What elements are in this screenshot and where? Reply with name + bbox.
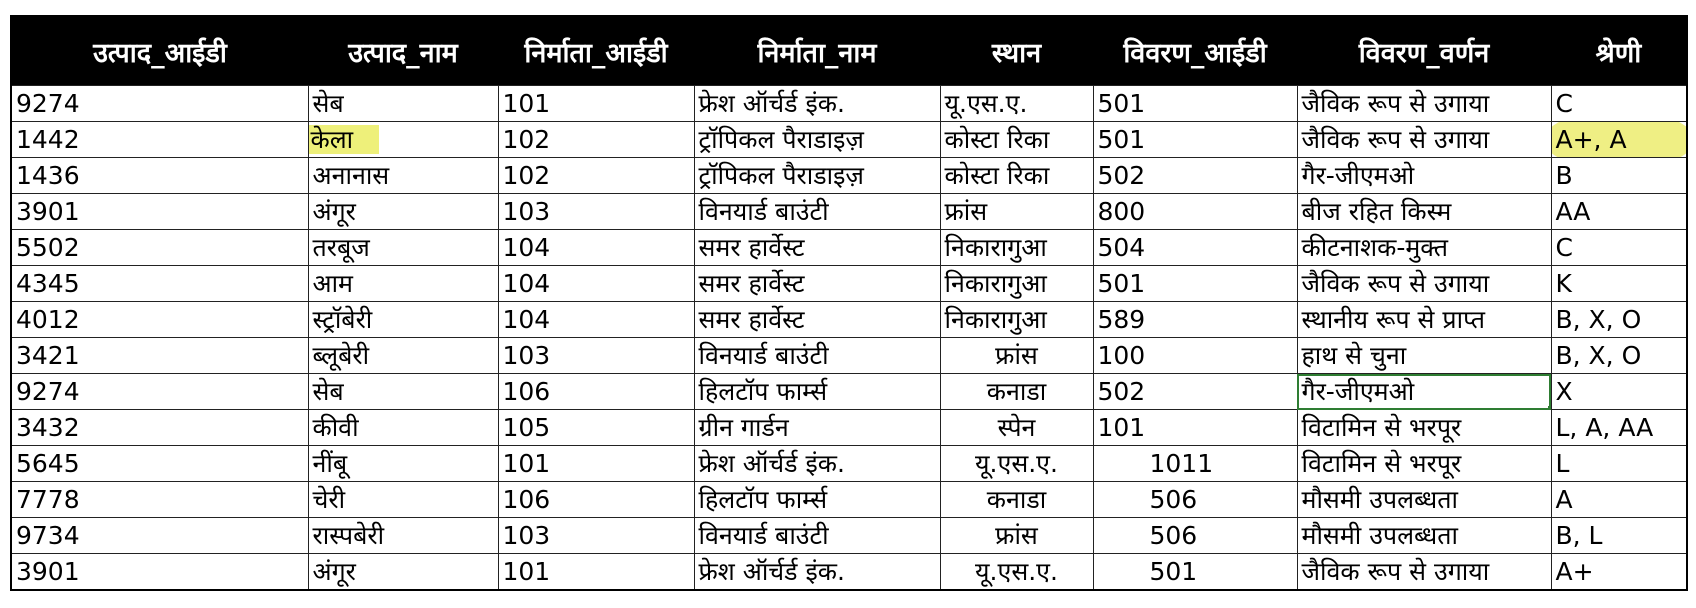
cell-manufacturer-id[interactable]: 102 [498, 122, 694, 158]
cell-description-id[interactable]: 100 [1093, 338, 1297, 374]
cell-category[interactable]: B [1551, 158, 1687, 194]
cell-product-id[interactable]: 3421 [11, 338, 308, 374]
cell-manufacturer-id[interactable]: 103 [498, 518, 694, 554]
cell-location[interactable]: निकारागुआ [940, 266, 1093, 302]
cell-description-text[interactable]: मौसमी उपलब्धता [1297, 482, 1551, 518]
cell-description-id[interactable]: 589 [1093, 302, 1297, 338]
table-row [11, 482, 1687, 518]
cell-description-id[interactable]: 501 [1093, 86, 1297, 122]
cell-description-text[interactable]: जैविक रूप से उगाया [1297, 266, 1551, 302]
cell-description-text[interactable]: जैविक रूप से उगाया [1297, 554, 1551, 591]
cell-product-id[interactable]: 3432 [11, 410, 308, 446]
cell-location[interactable]: कनाडा [940, 374, 1093, 410]
cell-category[interactable]: X [1551, 374, 1687, 410]
header-manufacturer-name[interactable]: निर्माता_नाम [694, 16, 940, 86]
cell-product-id[interactable]: 5502 [11, 230, 308, 266]
cell-location[interactable]: यू.एस.ए. [940, 86, 1093, 122]
cell-manufacturer-name[interactable]: हिलटॉप फार्म्स [694, 374, 940, 410]
cell-product-name[interactable]: कीवी [308, 410, 498, 446]
cell-product-name[interactable]: नींबू [308, 446, 498, 482]
cell-product-name[interactable]: अंगूर [308, 554, 498, 591]
cell-location[interactable]: निकारागुआ [940, 230, 1093, 266]
cell-category[interactable]: C [1551, 86, 1687, 122]
cell-description-id[interactable]: 1011 [1093, 446, 1297, 482]
cell-product-id[interactable]: 1436 [11, 158, 308, 194]
cell-description-text[interactable]: स्थानीय रूप से प्राप्त [1297, 302, 1551, 338]
cell-description-text[interactable]: मौसमी उपलब्धता [1297, 518, 1551, 554]
cell-product-name[interactable]: अनानास [308, 158, 498, 194]
cell-location[interactable]: यू.एस.ए. [940, 446, 1093, 482]
cell-category[interactable]: C [1551, 230, 1687, 266]
table-row [11, 338, 1687, 374]
cell-category[interactable]: A+ [1551, 554, 1687, 591]
cell-manufacturer-id[interactable]: 101 [498, 86, 694, 122]
cell-manufacturer-id[interactable]: 103 [498, 338, 694, 374]
cell-manufacturer-name[interactable]: फ्रेश ऑर्चर्ड इंक. [694, 86, 940, 122]
cell-product-name[interactable] [308, 122, 498, 158]
cell-description-text[interactable]: हाथ से चुना [1297, 338, 1551, 374]
cell-location[interactable]: फ्रांस [940, 518, 1093, 554]
cell-description-text[interactable]: कीटनाशक-मुक्त [1297, 230, 1551, 266]
cell-location[interactable]: यू.एस.ए. [940, 554, 1093, 591]
cell-description-id[interactable]: 502 [1093, 158, 1297, 194]
cell-description-text[interactable]: विटामिन से भरपूर [1297, 446, 1551, 482]
cell-category[interactable]: L, A, AA [1551, 410, 1687, 446]
header-manufacturer-id[interactable]: निर्माता_आईडी [498, 16, 694, 86]
header-product-name[interactable]: उत्पाद_नाम [308, 16, 498, 86]
cell-location[interactable]: कनाडा [940, 482, 1093, 518]
table-row [11, 410, 1687, 446]
cell-location[interactable]: फ्रांस [940, 338, 1093, 374]
cell-product-id[interactable]: 3901 [11, 194, 308, 230]
cell-description-id[interactable]: 502 [1093, 374, 1297, 410]
table-row [11, 554, 1687, 591]
cell-manufacturer-name[interactable]: विनयार्ड बाउंटी [694, 518, 940, 554]
cell-category[interactable]: K [1551, 266, 1687, 302]
table-row [11, 122, 1687, 158]
cell-product-name[interactable]: अंगूर [308, 194, 498, 230]
cell-product-id[interactable]: 9274 [11, 374, 308, 410]
header-product-id[interactable]: उत्पाद_आईडी [11, 16, 308, 86]
cell-category[interactable] [1551, 122, 1687, 158]
cell-manufacturer-name[interactable]: हिलटॉप फार्म्स [694, 482, 940, 518]
table-row [11, 86, 1687, 122]
table-row [11, 266, 1687, 302]
cell-manufacturer-name[interactable]: ट्रॉपिकल पैराडाइज़ [694, 122, 940, 158]
table-row [11, 302, 1687, 338]
table-row [11, 446, 1687, 482]
cell-description-id[interactable]: 506 [1093, 518, 1297, 554]
cell-manufacturer-id[interactable]: 101 [498, 446, 694, 482]
cell-category[interactable]: A [1551, 482, 1687, 518]
cell-manufacturer-id[interactable]: 106 [498, 482, 694, 518]
cell-product-id[interactable]: 5645 [11, 446, 308, 482]
header-category[interactable]: श्रेणी [1551, 16, 1687, 86]
table-header [11, 16, 1687, 86]
cell-manufacturer-name[interactable]: विनयार्ड बाउंटी [694, 194, 940, 230]
table-row [11, 158, 1687, 194]
table-row [11, 518, 1687, 554]
cell-location[interactable]: कोस्टा रिका [940, 122, 1093, 158]
cell-manufacturer-name[interactable]: ट्रॉपिकल पैराडाइज़ [694, 158, 940, 194]
header-description-text[interactable]: विवरण_वर्णन [1297, 16, 1551, 86]
highlighted-category: A+, A [1555, 125, 1627, 154]
cell-category[interactable]: B, L [1551, 518, 1687, 554]
cell-manufacturer-id[interactable]: 103 [498, 194, 694, 230]
cell-description-text[interactable]: गैर-जीएमओ [1297, 158, 1551, 194]
header-row [11, 16, 1687, 86]
cell-description-id[interactable]: 504 [1093, 230, 1297, 266]
table-row [11, 194, 1687, 230]
cell-product-name[interactable]: ब्लूबेरी [308, 338, 498, 374]
cell-location[interactable]: कोस्टा रिका [940, 158, 1093, 194]
cell-description-text[interactable]: जैविक रूप से उगाया [1297, 86, 1551, 122]
cell-product-id[interactable]: 9734 [11, 518, 308, 554]
cell-product-name[interactable]: स्ट्रॉबेरी [308, 302, 498, 338]
product-table [10, 15, 1688, 591]
cell-manufacturer-id[interactable]: 102 [498, 158, 694, 194]
cell-description-id[interactable]: 101 [1093, 410, 1297, 446]
cell-description-text[interactable]: जैविक रूप से उगाया [1297, 122, 1551, 158]
cell-manufacturer-name[interactable]: समर हार्वेस्ट [694, 266, 940, 302]
header-location[interactable]: स्थान [940, 16, 1093, 86]
cell-category[interactable]: AA [1551, 194, 1687, 230]
cell-location[interactable]: निकारागुआ [940, 302, 1093, 338]
cell-product-name[interactable]: सेब [308, 374, 498, 410]
cell-category[interactable]: B, X, O [1551, 302, 1687, 338]
cell-manufacturer-id[interactable]: 104 [498, 302, 694, 338]
cell-manufacturer-name[interactable]: ग्रीन गार्डन [694, 410, 940, 446]
cell-description-id[interactable]: 506 [1093, 482, 1297, 518]
cell-manufacturer-id[interactable]: 106 [498, 374, 694, 410]
cell-product-id[interactable]: 4012 [11, 302, 308, 338]
cell-description-id[interactable]: 800 [1093, 194, 1297, 230]
header-description-id[interactable]: विवरण_आईडी [1093, 16, 1297, 86]
cell-category[interactable]: L [1551, 446, 1687, 482]
cell-product-id[interactable]: 3901 [11, 554, 308, 591]
cell-product-name[interactable]: चेरी [308, 482, 498, 518]
selected-cell-description-text[interactable]: गैर-जीएमओ [1297, 374, 1551, 410]
cell-product-id[interactable]: 7778 [11, 482, 308, 518]
highlighted-product-name: केला [308, 125, 379, 154]
spreadsheet [10, 15, 1686, 591]
cell-product-name[interactable]: रास्पबेरी [308, 518, 498, 554]
cell-category[interactable]: B, X, O [1551, 338, 1687, 374]
cell-product-id[interactable]: 9274 [11, 86, 308, 122]
cell-product-name[interactable]: सेब [308, 86, 498, 122]
cell-manufacturer-id[interactable]: 101 [498, 554, 694, 591]
cell-product-id[interactable]: 4345 [11, 266, 308, 302]
cell-location[interactable]: स्पेन [940, 410, 1093, 446]
cell-description-id[interactable]: 501 [1093, 554, 1297, 591]
cell-location[interactable]: फ्रांस [940, 194, 1093, 230]
cell-manufacturer-id[interactable]: 104 [498, 266, 694, 302]
cell-manufacturer-name[interactable]: फ्रेश ऑर्चर्ड इंक. [694, 554, 940, 591]
cell-description-id[interactable]: 501 [1093, 266, 1297, 302]
cell-manufacturer-name[interactable]: विनयार्ड बाउंटी [694, 338, 940, 374]
table-row [11, 374, 1687, 410]
cell-product-id[interactable]: 1442 [11, 122, 308, 158]
cell-description-text[interactable]: बीज रहित किस्म [1297, 194, 1551, 230]
cell-manufacturer-id[interactable]: 105 [498, 410, 694, 446]
cell-description-id[interactable]: 501 [1093, 122, 1297, 158]
table-body [11, 86, 1687, 591]
table-row [11, 230, 1687, 266]
cell-description-text[interactable]: विटामिन से भरपूर [1297, 410, 1551, 446]
cell-product-name[interactable]: आम [308, 266, 498, 302]
cell-manufacturer-name[interactable]: समर हार्वेस्ट [694, 230, 940, 266]
cell-manufacturer-name[interactable]: समर हार्वेस्ट [694, 302, 940, 338]
cell-manufacturer-id[interactable]: 104 [498, 230, 694, 266]
cell-product-name[interactable]: तरबूज [308, 230, 498, 266]
cell-manufacturer-name[interactable]: फ्रेश ऑर्चर्ड इंक. [694, 446, 940, 482]
